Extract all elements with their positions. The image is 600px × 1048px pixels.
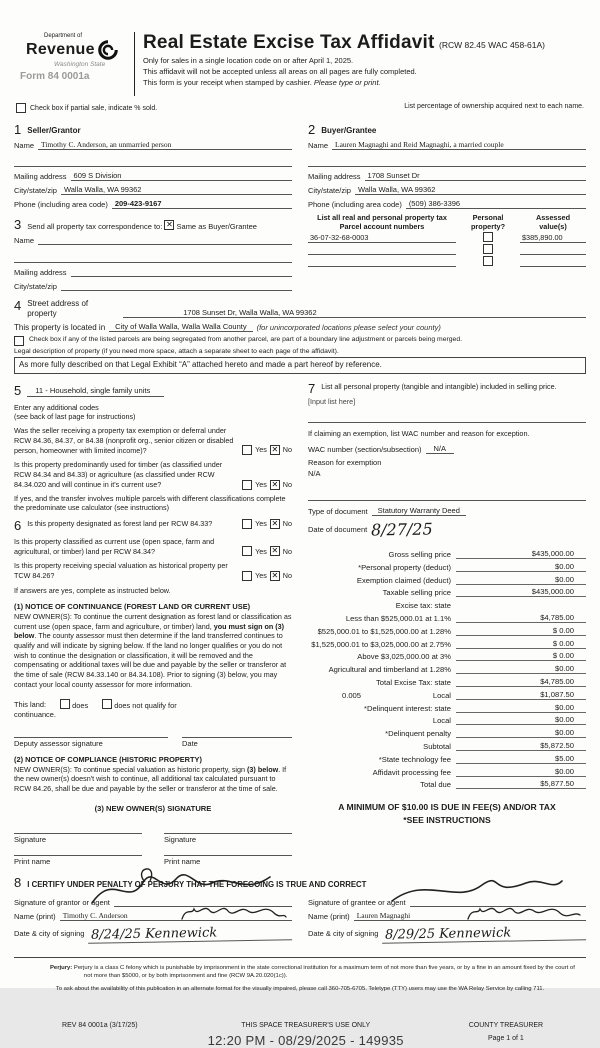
excise-tax-table	[308, 546, 586, 789]
accessibility-note: To ask about the availability of this publication in an alternate format for the visually impaired, please call 360-705-6705. Teletype (TTY) users may use the WA Relay Service by calling 711.	[55, 986, 545, 993]
form-header	[14, 30, 586, 96]
tax-row-label: Total Excise Tax: state	[376, 677, 451, 687]
section-6-number: 6	[14, 517, 22, 533]
grantee-signature-label: Signature of grantee or agent	[308, 897, 406, 907]
street-address-label: Street address of property	[27, 299, 89, 318]
exemption-note: If claiming an exemption, list WAC number and reason for exception.	[308, 429, 530, 439]
tax-row-amount[interactable]: $0.00	[456, 664, 586, 674]
grantee-date-city-handwritten[interactable]: 8/29/25 Kennewick	[382, 924, 586, 944]
ownership-percentage-note: List percentage of ownership acquired next to each name.	[404, 103, 584, 110]
new-owner-signature-line-1[interactable]: Signature	[14, 833, 142, 844]
rev-number: REV 84 0001a (3/17/25)	[62, 1022, 138, 1030]
tax-row-label: Local	[432, 716, 451, 726]
section-4	[14, 299, 586, 374]
perjury-divider	[14, 957, 586, 958]
seller-city-label: City/state/zip	[14, 186, 57, 195]
buyer-phone-label: Phone (including area code)	[308, 200, 402, 209]
new-owner-signature-line-2[interactable]: Signature	[164, 833, 292, 844]
tax-row-amount[interactable]: $5,872.50	[456, 741, 586, 751]
reason-exemption-label: Reason for exemption	[308, 458, 382, 468]
page-title: Real Estate Excise Tax Affidavit	[143, 32, 435, 53]
street-address-value[interactable]: 1708 Sunset Dr, Walla Walla, WA 99362	[123, 308, 586, 318]
header-note-3: This form is your receipt when stamped by cashier. Please type or print.	[143, 77, 381, 87]
yes-checkbox[interactable]	[242, 519, 252, 529]
same-as-buyer-label: Same as Buyer/Grantee	[176, 222, 257, 231]
personal-property-checkbox[interactable]	[483, 244, 493, 254]
assessed-value[interactable]	[520, 255, 586, 267]
grantor-signature-label: Signature of grantor or agent	[14, 897, 110, 907]
page-indicator: Page 1 of 1	[488, 1035, 524, 1043]
grantor-date-label: Date & city of signing	[14, 929, 85, 939]
grantee-name-label: Name (print)	[308, 911, 350, 921]
tax-row-label: *Delinquent penalty	[385, 729, 451, 739]
buyer-mailing-value[interactable]: 1708 Sunset Dr	[365, 171, 586, 181]
land-qualify-row: This land: does does not qualify for	[14, 699, 177, 710]
section-2-number: 2	[308, 122, 316, 137]
tax-row-amount[interactable]: $0.00	[456, 703, 586, 713]
notice-compliance-body: NEW OWNER(S): To continue special valuation as historic property, sign (3) below. If the new owner(s) doesn't wish to continue, all additional tax calculated pursuant to RCW 84.26, shall be due and payable by the seller or transferor at the time of sale.	[14, 764, 287, 793]
tax-row-label: Subtotal	[423, 741, 451, 751]
forest-land-question: Is this property designated as forest land per RCW 84.33?	[27, 518, 213, 528]
logo-dept-text: Department of	[44, 33, 83, 39]
section-5-number: 5	[14, 383, 22, 399]
county-treasurer-label: COUNTY TREASURER	[468, 1022, 544, 1030]
seller-mailing-value[interactable]: 609 S Division	[71, 171, 292, 181]
no-checkbox[interactable]	[270, 519, 280, 529]
notice-continuance-title: (1) NOTICE OF CONTINUANCE (FOREST LAND OR CURRENT USE)	[14, 601, 251, 611]
form-footer	[14, 1022, 586, 1048]
new-owner-print-line-1[interactable]: Print name	[14, 855, 142, 866]
tax-row-amount	[456, 601, 586, 610]
buyer-mailing-label: Mailing address	[308, 172, 361, 181]
type-of-document-value[interactable]: Statutory Warranty Deed	[372, 506, 466, 516]
treasurer-stamp: 12:20 PM - 08/29/2025 - 149935	[207, 1033, 404, 1048]
deputy-date-line[interactable]: Date	[182, 737, 292, 748]
additional-codes-note: (see back of last page for instructions)	[14, 412, 136, 422]
parcel-number-value[interactable]	[308, 255, 456, 267]
tax-row-label: Above $3,025,000.00 at 3%	[357, 652, 451, 662]
tax-row-label: Agricultural and timberland at 1.28%	[328, 665, 451, 675]
section-3-number: 3	[14, 217, 22, 232]
seller-city-value[interactable]: Walla Walla, WA 99362	[61, 185, 292, 195]
yes-checkbox[interactable]	[242, 571, 252, 581]
tax-row-label: Less than $525,000.01 at 1.1%	[345, 613, 451, 623]
located-in-label: This property is located in	[14, 323, 106, 333]
buyer-city-label: City/state/zip	[308, 186, 351, 195]
tax-row-amount[interactable]: $435,000.00	[456, 587, 586, 597]
section-7-number: 7	[308, 381, 316, 397]
treasurer-use-label: THIS SPACE TREASURER'S USE ONLY	[241, 1022, 371, 1030]
buyer-grantee-title: Buyer/Grantee	[321, 126, 377, 135]
land-use-code-value[interactable]: 11 - Household, single family units	[27, 384, 164, 397]
tax-row-amount[interactable]: $435,000.00	[456, 549, 586, 559]
timber-agriculture-question: Is this property predominantly used for timber (as classified under RCW 84.34 and 84.33) or agriculture (as classified under RCW 84.34.020 and will continue in it's current use?	[14, 460, 223, 489]
corr-mailing-label: Mailing address	[14, 268, 67, 277]
grantor-name-label: Name (print)	[14, 911, 56, 921]
tax-row-label: *Personal property (deduct)	[358, 562, 451, 572]
tax-row-label: Total due	[420, 780, 451, 790]
logo-state-text: Washington State	[54, 61, 106, 68]
header-notes	[143, 56, 586, 89]
buyer-phone-value[interactable]: (509) 386-3396	[406, 199, 586, 209]
personal-property-checkbox[interactable]	[483, 232, 493, 242]
does-checkbox[interactable]	[60, 699, 70, 709]
deputy-assessor-signature-line[interactable]: Deputy assessor signature	[14, 737, 168, 748]
dor-swirl-icon	[97, 39, 119, 61]
personal-property-intro: List all personal property (tangible and intangible) included in selling price.	[321, 382, 557, 392]
buyer-city-value[interactable]: Walla Walla, WA 99362	[355, 185, 586, 195]
tax-row-amount[interactable]: $0.00	[456, 575, 586, 585]
if-yes-note: If answers are yes, complete as instructed below.	[14, 585, 171, 595]
seller-name-label: Name	[14, 141, 35, 150]
tax-row-amount[interactable]: $4,785.00	[456, 613, 586, 623]
new-owners-signature-title: (3) NEW OWNER(S) SIGNATURE	[94, 803, 212, 813]
parcel-table: List all real and personal property tax Parcel account numbers Personal property? Assessed value(s) 36-07-32-68-0003 $385,890.00	[308, 213, 586, 267]
partial-sale-row	[14, 103, 586, 113]
grantor-signature-line[interactable]	[114, 897, 292, 907]
tax-row-label: *State technology fee	[378, 754, 451, 764]
header-note-2: This affidavit will not be accepted unless all areas on all pages are fully completed.	[143, 66, 417, 76]
seller-phone-value[interactable]: 209-423-9167	[112, 199, 292, 209]
no-checkbox[interactable]	[270, 571, 280, 581]
located-in-value[interactable]: City of Walla Walla, Walla Walla County	[109, 322, 252, 332]
grantee-name-print[interactable]: Lauren Magnaghi	[354, 911, 586, 921]
logo-agency-text: Revenue	[26, 41, 95, 58]
grantor-name-print[interactable]: Timothy C. Anderson	[60, 911, 292, 921]
tax-row-label: Gross selling price	[388, 549, 451, 559]
new-owner-print-line-2[interactable]: Print name	[164, 855, 292, 866]
rcw-reference: (RCW 82.45 WAC 458-61A)	[438, 40, 545, 50]
personal-property-input-hint[interactable]: [Input list here]	[308, 397, 356, 407]
grantee-signature-line[interactable]	[410, 897, 586, 907]
date-of-document-handwritten[interactable]: 8/27/25	[371, 519, 434, 540]
same-as-buyer-checkbox[interactable]	[164, 220, 174, 230]
corr-name-value[interactable]	[38, 235, 292, 245]
partial-sale-label: Check box if partial sale, indicate % sold.	[30, 104, 158, 112]
tax-row-label: $1,525,000.01 to $3,025,000.00 at 2.75%	[311, 639, 451, 649]
header-divider	[134, 32, 135, 96]
section-8-number: 8	[14, 874, 22, 890]
located-in-note: (for unincorporated locations please select your county)	[256, 323, 441, 333]
corr-city-value[interactable]	[61, 281, 292, 291]
notice-compliance-title: (2) NOTICE OF COMPLIANCE (HISTORIC PROPERTY)	[14, 754, 202, 764]
tax-row-amount[interactable]: $ 0.00	[456, 651, 586, 661]
certify-statement: I CERTIFY UNDER PENALTY OF PERJURY THAT THE FOREGOING IS TRUE AND CORRECT	[27, 879, 367, 889]
corr-mailing-value[interactable]	[71, 267, 292, 277]
date-of-document-label: Date of document	[308, 524, 368, 534]
parcel-number-value[interactable]: 36-07-32-68-0003	[308, 231, 456, 243]
type-of-document-label: Type of document	[308, 507, 368, 517]
exemption-deferral-question: Was the seller receiving a property tax exemption or deferral under RCW 84.36, 84.37, or 84.38 (nonprofit org., senior citizen or disabled person, homeowner with limited income)?	[14, 426, 234, 455]
tax-row-amount[interactable]: $1,087.50	[456, 690, 586, 700]
personal-property-checkbox[interactable]	[483, 256, 493, 266]
tax-row-amount[interactable]: $0.00	[456, 562, 586, 572]
partial-sale-checkbox[interactable]	[16, 103, 26, 113]
blank-line[interactable]	[14, 157, 292, 167]
wac-number-value[interactable]: N/A	[426, 444, 455, 454]
tax-row-amount[interactable]: $4,785.00	[456, 677, 586, 687]
seller-grantor-title: Seller/Grantor	[27, 126, 81, 135]
corr-name-label: Name	[14, 236, 35, 245]
section-4-number: 4	[14, 298, 22, 313]
tax-row-amount[interactable]: $0.00	[456, 728, 586, 738]
tax-row-label: Affidavit processing fee	[372, 767, 451, 777]
assessed-value[interactable]	[520, 243, 586, 255]
grantee-date-label: Date & city of signing	[308, 929, 379, 939]
historical-property-question: Is this property receiving special valuation as historical property per TCW 84.26?	[14, 561, 228, 581]
correspondence-label: Send all property tax correspondence to:	[27, 222, 163, 231]
seller-mailing-label: Mailing address	[14, 172, 67, 181]
no-checkbox[interactable]	[270, 480, 280, 490]
reet-affidavit-page: Department of Revenue Washington State Form 84 0001a Real Estate Excise Tax Affidavit (RCW 82.45 WAC 458-61A) Only for sales in a single location code on or after April 1, 2025. This affidavit will not be accepted unless all areas on all pages are fully completed. This form is your receipt when stamped by cashier. Please type or print. Check box if partial sale, indicate % sold. List percentage of ownership acquired next to each name. 1 Seller/Grantor Name Timothy C. Anderson, an unmarried person Mailing address 609 S Division City/state/zip Walla Walla, WA 99362 Phone (including area code) 209-423-9167 2 Buyer/Grantee Name Lauren Magnaghi and Reid Magnaghi, a married couple Mailing address 1708 Sunset Dr City/state/zip Walla Walla, WA 99362 Phone (including area code) (509) 386-3396 3 Send all property tax correspondence to: ✕ Same as Buyer/Grantee Name Mailing address City/state/zip List all real and personal property tax Parcel account numbers Personal property? Assessed value(s) 36-07-32-68-0003 $385,890.00 4 Street address of property 1708 Sunset Dr, Walla Walla, WA 99362 This property is located in City of Walla Walla, Walla Walla County (for unincorporated locations please select your county) Check box if any of the listed parcels are being segregated from another parcel, are part of a boundary line adjustment or parcels being merged. Legal description of property (if you need more space, attach a separate sheet to each page of the affidavit). As more fully described on that Legal Exhibit “A” attached hereto and made a part hereof by reference. 5 11 - Household, single family units Enter any additional codes (see back of last page for instructions) Was the seller receiving a property tax exemption or deferral under RCW 84.36, 84.37, or 84.38 (nonprofit org., senior citizen or disabled person, homeowner with limited income)? Yes ✕ No Is this property predominantly used for timber (as classified under RCW 84.34 and 84.33) or agriculture (as classified under RCW 84.34.020 and will continue in it's current use? Yes ✕ No If yes, and the transfer involves multiple parcels with different classifications complete the predominate use calculator (see instructions) 6 Is this property designated as forest land per RCW 84.33? Yes ✕ No Is this property classified as current use (open space, farm and agricultural, or timber) land per RCW 84.34? Yes ✕ No Is this property receiving special valuation as historical property per TCW 84.26? Yes ✕ No If answers are yes, complete as instructed below. (1) NOTICE OF CONTINUANCE (FOREST LAND OR CURRENT USE) NEW OWNER(S): To continue the current designation as forest land or classification as current use (open space, farm and agriculture, or timber) land, you must sign on (3) below. The county assessor must then determine if the land transferred continues to qualify and will indicate by signing below. If the land no longer qualifies or you do not wish to continue the designation or classification, it will be removed and the compensating or additional taxes will be due and payable by the seller or transferor at the time of sale (RCW 84.33.140 or 84.34.108). Prior to signing (3) below, you may contact your local county assessor for more information. This land: does does not qualify for continuance. Deputy assessor signature Date (2) NOTICE OF COMPLIANCE (HISTORIC PROPERTY) NEW OWNER(S): To continue special valuation as historic property, sign (3) below. If the new owner(s) doesn't wish to continue, all additional tax calculated pursuant to RCW 84.26, shall be due and payable by the seller or transferor at the time of sale. (3) NEW OWNER(S) SIGNATURE Signature Signature Print name Print name 7 List all personal property (tangible and intangible) included in selling price. [Input list here] If claiming an exemption, list WAC number and reason for exception. WAC number (section/subsection) N/A Reason for exemption N/A Type of document Statutory Warranty Deed Date of document 8/27/25 Gross selling price $435,000.00 *Personal property (deduct) $0.00 Exemption claimed (deduct) $0.00 Taxable selling price $435,000.00 Excise tax: state Less than $525,000.01 at 1.1% $4,785.00 $525,000.01 to $1,525,000.00 at 1.28% $ 0.00 $1,525,000.01 to $3,025,000.00 at 2.75% $ 0.00 Above $3,025,000.00 at 3% $ 0.00 Agricultural and timberland at 1.28% $0.00 Total Excise Tax: state $4,785.00 0.005 Local $1,087.50 *Delinquent interest: state $0.00 Local $0.00 *Delinquent penalty $0.00 Subtotal $5,872.50 *State technology fee $5.00 Affidavit processing fee $0.00 Total due $5,877.50 A MINIMUM OF $10.00 IS DUE IN FEE(S) AND/OR TAX *SEE INSTRUCTIONS 8 I CERTIFY UNDER PENALTY OF PERJURY THAT THE FOREGOING IS TRUE AND CORRECT Signature of grantor or agent Name (print) Timothy C. Anderson Date & city of signing 8/24/25 Kennewick Signature of grantee or agent Name (print) Lauren Magnaghi Date & city of signing 8/29/25 Kennewick Perjury: Perjury is a class C felony which is punishable by imprisonment in the state correctional institution for a maximum term of not more than five years, or by a fine in an amount fixed by the court of not more than $5000, or by both imprisonment and fine (RCW 9A.20.020(1c)). To ask about the availability of this publication in an alternate format for the visually impaired, please call 360-705-6705. Teletype (TTY) users may use the WA Relay Service by calling 711. REV 84 0001a (3/17/25) THIS SPACE TREASURER'S USE ONLY 12:20 PM - 08/29/2025 - 149935 COUNTY TREASURER Page 1 of 1	[0, 0, 600, 988]
corr-city-label: City/state/zip	[14, 282, 57, 291]
buyer-name-label: Name	[308, 141, 329, 150]
tax-row-amount[interactable]: $0.00	[456, 715, 586, 725]
legal-description-value[interactable]: As more fully described on that Legal Exhibit “A” attached hereto and made a part hereof by reference.	[14, 357, 586, 374]
tax-row-amount[interactable]: $ 0.00	[456, 639, 586, 649]
grantor-date-city-handwritten[interactable]: 8/24/25 Kennewick	[88, 924, 292, 944]
no-checkbox[interactable]	[270, 546, 280, 556]
reason-exemption-value[interactable]: N/A	[308, 469, 321, 479]
tax-row-label: $525,000.01 to $1,525,000.00 at 1.28%	[317, 626, 451, 636]
tax-row-label: Taxable selling price	[382, 588, 451, 598]
tax-row-amount[interactable]: $0.00	[456, 767, 586, 777]
seller-name-value[interactable]: Timothy C. Anderson, an unmarried person	[38, 140, 292, 150]
no-checkbox[interactable]	[270, 445, 280, 455]
continuance-word: continuance.	[14, 709, 56, 719]
yes-checkbox[interactable]	[242, 546, 252, 556]
dor-logo	[14, 30, 132, 82]
section-1-number: 1	[14, 122, 22, 137]
notice-continuance-body: NEW OWNER(S): To continue the current designation as forest land or classification as current use (open space, farm and agriculture, or timber) land, you must sign on (3) below. The county assessor must then determine if the land transferred continues to qualify and will indicate by signing below. If the land no longer qualifies or you do not wish to continue the designation or classification, it will be removed and the compensating or additional taxes will be due and payable by the seller or transferor at the time of sale (RCW 84.33.140 or 84.34.108). Prior to signing (3) below, you may contact your local county assessor for more information.	[14, 611, 292, 689]
seller-phone-label: Phone (including area code)	[14, 200, 108, 209]
tax-row-amount[interactable]: $5.00	[456, 754, 586, 764]
tax-row-amount[interactable]: $5,877.50	[456, 779, 586, 789]
legal-description-label: Legal description of property (if you need more space, attach a separate sheet to each page of the affidavit).	[14, 348, 339, 356]
tax-row-amount[interactable]: $ 0.00	[456, 626, 586, 636]
perjury-notice: Perjury: Perjury is a class C felony which is punishable by imprisonment in the state correctional institution for a maximum term of not more than five years, or by a fine in an amount fixed by the court of not more than $5000, or by both imprisonment and fine (RCW 9A.20.020(1c)).	[50, 964, 575, 979]
blank-line[interactable]	[14, 253, 292, 263]
form-number: Form 84 0001a	[20, 71, 90, 82]
additional-codes-label: Enter any additional codes	[14, 403, 99, 413]
tax-row-label: Exemption claimed (deduct)	[356, 575, 451, 585]
assessed-value[interactable]: $385,890.00	[520, 231, 586, 243]
tax-row-label: 0.005 Local	[342, 690, 451, 700]
does-not-checkbox[interactable]	[102, 699, 112, 709]
predominate-use-note: If yes, and the transfer involves multiple parcels with different classifications complete the predominate use calculator (see instructions)	[14, 493, 286, 513]
buyer-name-value[interactable]: Lauren Magnaghi and Reid Magnaghi, a married couple	[332, 140, 586, 150]
segregated-parcel-label: Check box if any of the listed parcels are being segregated from another parcel, are part of a boundary line adjustment or parcels being merged.	[29, 336, 462, 344]
blank-line[interactable]	[308, 157, 586, 167]
segregated-parcel-checkbox[interactable]	[14, 336, 24, 346]
tax-row-label: Excise tax: state	[395, 601, 451, 611]
wac-number-label: WAC number (section/subsection)	[308, 445, 422, 455]
yes-checkbox[interactable]	[242, 445, 252, 455]
tax-row-label: *Delinquent interest: state	[364, 703, 451, 713]
current-use-question: Is this property classified as current use (open space, farm and agricultural, or timber) land per RCW 84.34?	[14, 536, 215, 556]
yes-checkbox[interactable]	[242, 480, 252, 490]
header-note-1: Only for sales in a single location code on or after April 1, 2025.	[143, 56, 354, 65]
minimum-fee-note: A MINIMUM OF $10.00 IS DUE IN FEE(S) AND/OR TAX *SEE INSTRUCTIONS	[338, 802, 556, 826]
parcel-number-value[interactable]	[308, 243, 456, 255]
